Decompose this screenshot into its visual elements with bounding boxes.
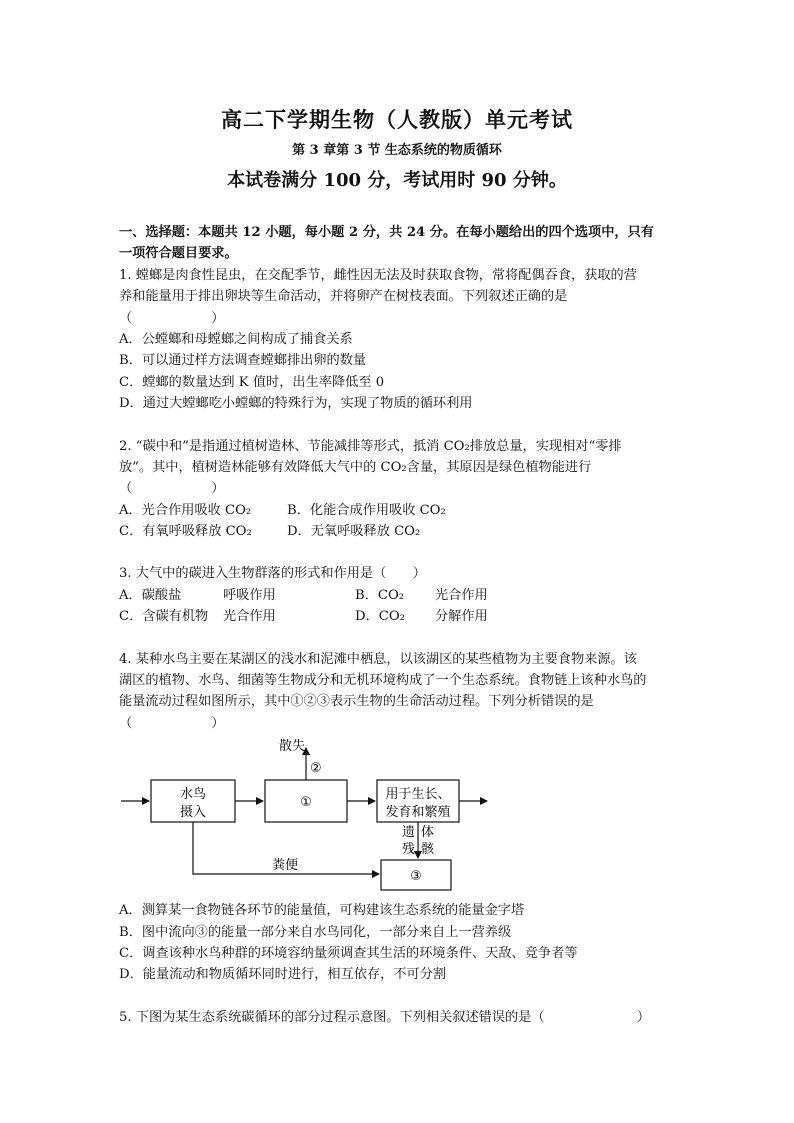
box-intake-label-1: 水鸟 bbox=[179, 787, 207, 803]
q2-option-b: B．化能合成作用吸收 CO₂ bbox=[287, 502, 446, 518]
q1-answer-blank: （ ） bbox=[119, 310, 225, 326]
q1-option-c: C．螳螂的数量达到 K 值时，出生率降低至 0 bbox=[119, 374, 385, 390]
q2-option-a: A．光合作用吸收 CO₂ bbox=[119, 502, 252, 518]
q1-stem-line2: 养和能量用于排出卵块等生命活动，并将卵产在树枝表面。下列叙述正确的是 bbox=[119, 289, 568, 305]
q4-option-c: C．调查该种水鸟种群的环境容纳量须调查其生活的环境条件、天敌、竞争者等 bbox=[119, 945, 578, 961]
question-4 bbox=[119, 649, 679, 986]
remains-char-1: 遗 bbox=[401, 825, 415, 841]
q3-option-c-process: 光合作用 bbox=[223, 609, 276, 625]
questions-body bbox=[119, 222, 679, 1028]
q3-option-a: A．碳酸盐 bbox=[119, 587, 182, 603]
question-5 bbox=[119, 1007, 679, 1028]
q2-option-d: D．无氧呼吸释放 CO₂ bbox=[287, 524, 421, 540]
q3-options-row2 bbox=[119, 606, 679, 627]
q2-option-c: C．有氧呼吸释放 CO₂ bbox=[119, 524, 252, 540]
q4-option-b: B．图中流向③的能量一部分来自水鸟同化，一部分来自上一营养级 bbox=[119, 924, 512, 940]
q1-option-d: D．通过大螳螂吃小螳螂的特殊行为，实现了物质的循环利用 bbox=[119, 396, 473, 412]
q4-stem-line1: 4. 某种水鸟主要在某湖区的浅水和泥滩中栖息，以该湖区的某些植物为主要食物来源。该 bbox=[119, 651, 637, 667]
q4-answer-blank: （ ） bbox=[119, 715, 225, 731]
remains-char-3: 残 bbox=[401, 842, 415, 858]
energy-flow-svg bbox=[119, 736, 539, 896]
box-1-label: ① bbox=[300, 795, 312, 811]
q2-stem-line2: 放”。其中，植树造林能够有效降低大气中的 CO₂含量，其原因是绿色植物能进行 bbox=[119, 459, 592, 475]
box-growth-label-2: 发育和繁殖 bbox=[385, 805, 451, 821]
q2-options-row2 bbox=[119, 521, 679, 542]
q3-option-b: B．CO₂ bbox=[355, 587, 405, 603]
q3-option-c: C．含碳有机物 bbox=[119, 609, 209, 625]
q1-option-a: A．公螳螂和母螳螂之间构成了捕食关系 bbox=[119, 331, 353, 347]
loss-number: ② bbox=[310, 761, 322, 777]
remains-char-4: 骸 bbox=[421, 842, 435, 858]
question-3 bbox=[119, 563, 679, 627]
q4-stem-line2: 湖区的植物、水鸟、细菌等生物成分和无机环境构成了一个生态系统。食物链上该种水鸟的 bbox=[119, 673, 647, 689]
q1-option-b: B．可以通过样方法调查螳螂排出卵的数量 bbox=[119, 353, 367, 369]
section-heading-line2: 一项符合题目要求。 bbox=[119, 246, 238, 262]
chapter-subtitle: 第 3 章第 3 节 生态系统的物质循环 bbox=[292, 143, 502, 158]
box-intake-label-2: 摄入 bbox=[179, 805, 207, 821]
loss-label: 散失 bbox=[278, 739, 305, 755]
question-1 bbox=[119, 265, 679, 415]
remains-char-2: 体 bbox=[421, 825, 435, 841]
feces-label: 粪便 bbox=[271, 858, 299, 874]
q2-stem-line1: 2. “碳中和”是指通过植树造林、节能减排等形式，抵消 CO₂排放总量，实现相对“零排 bbox=[119, 438, 622, 454]
energy-flow-diagram bbox=[119, 736, 539, 896]
box-3-label: ③ bbox=[410, 869, 422, 885]
q3-option-b-process: 光合作用 bbox=[435, 587, 488, 603]
exam-title: 高二下学期生物（人教版）单元考试 bbox=[221, 107, 573, 132]
q4-option-a: A．测算某一食物链各环节的能量值，可构建该生态系统的能量金字塔 bbox=[119, 903, 525, 919]
score-time-notice: 本试卷满分 100 分，考试用时 90 分钟。 bbox=[227, 170, 567, 191]
q5-stem: 5. 下图为某生态系统碳循环的部分过程示意图。下列相关叙述错误的是（ ） bbox=[119, 1009, 651, 1025]
q2-options-row1 bbox=[119, 500, 679, 521]
q3-stem: 3. 大气中的碳进入生物群落的形式和作用是（ ） bbox=[119, 566, 426, 582]
q3-option-d-process: 分解作用 bbox=[435, 609, 488, 625]
q4-stem-line3: 能量流动过程如图所示，其中①②③表示生物的生命活动过程。下列分析错误的是 bbox=[119, 694, 594, 710]
section-heading-line1: 一、选择题：本题共 12 小题，每小题 2 分，共 24 分。在每小题给出的四个选项中，只有 bbox=[119, 225, 654, 240]
q3-options-row1 bbox=[119, 585, 679, 606]
q1-stem-line1: 1. 螳螂是肉食性昆虫，在交配季节，雌性因无法及时获取食物，常将配偶吞食，获取的营 bbox=[119, 267, 637, 283]
q3-option-a-process: 呼吸作用 bbox=[223, 587, 276, 603]
q2-answer-blank: （ ） bbox=[119, 481, 225, 497]
box-growth-label-1: 用于生长、 bbox=[385, 787, 451, 803]
q3-option-d: D．CO₂ bbox=[355, 609, 405, 625]
question-2 bbox=[119, 436, 679, 543]
q4-option-d: D．能量流动和物质循环同时进行，相互依存，不可分割 bbox=[119, 967, 447, 983]
